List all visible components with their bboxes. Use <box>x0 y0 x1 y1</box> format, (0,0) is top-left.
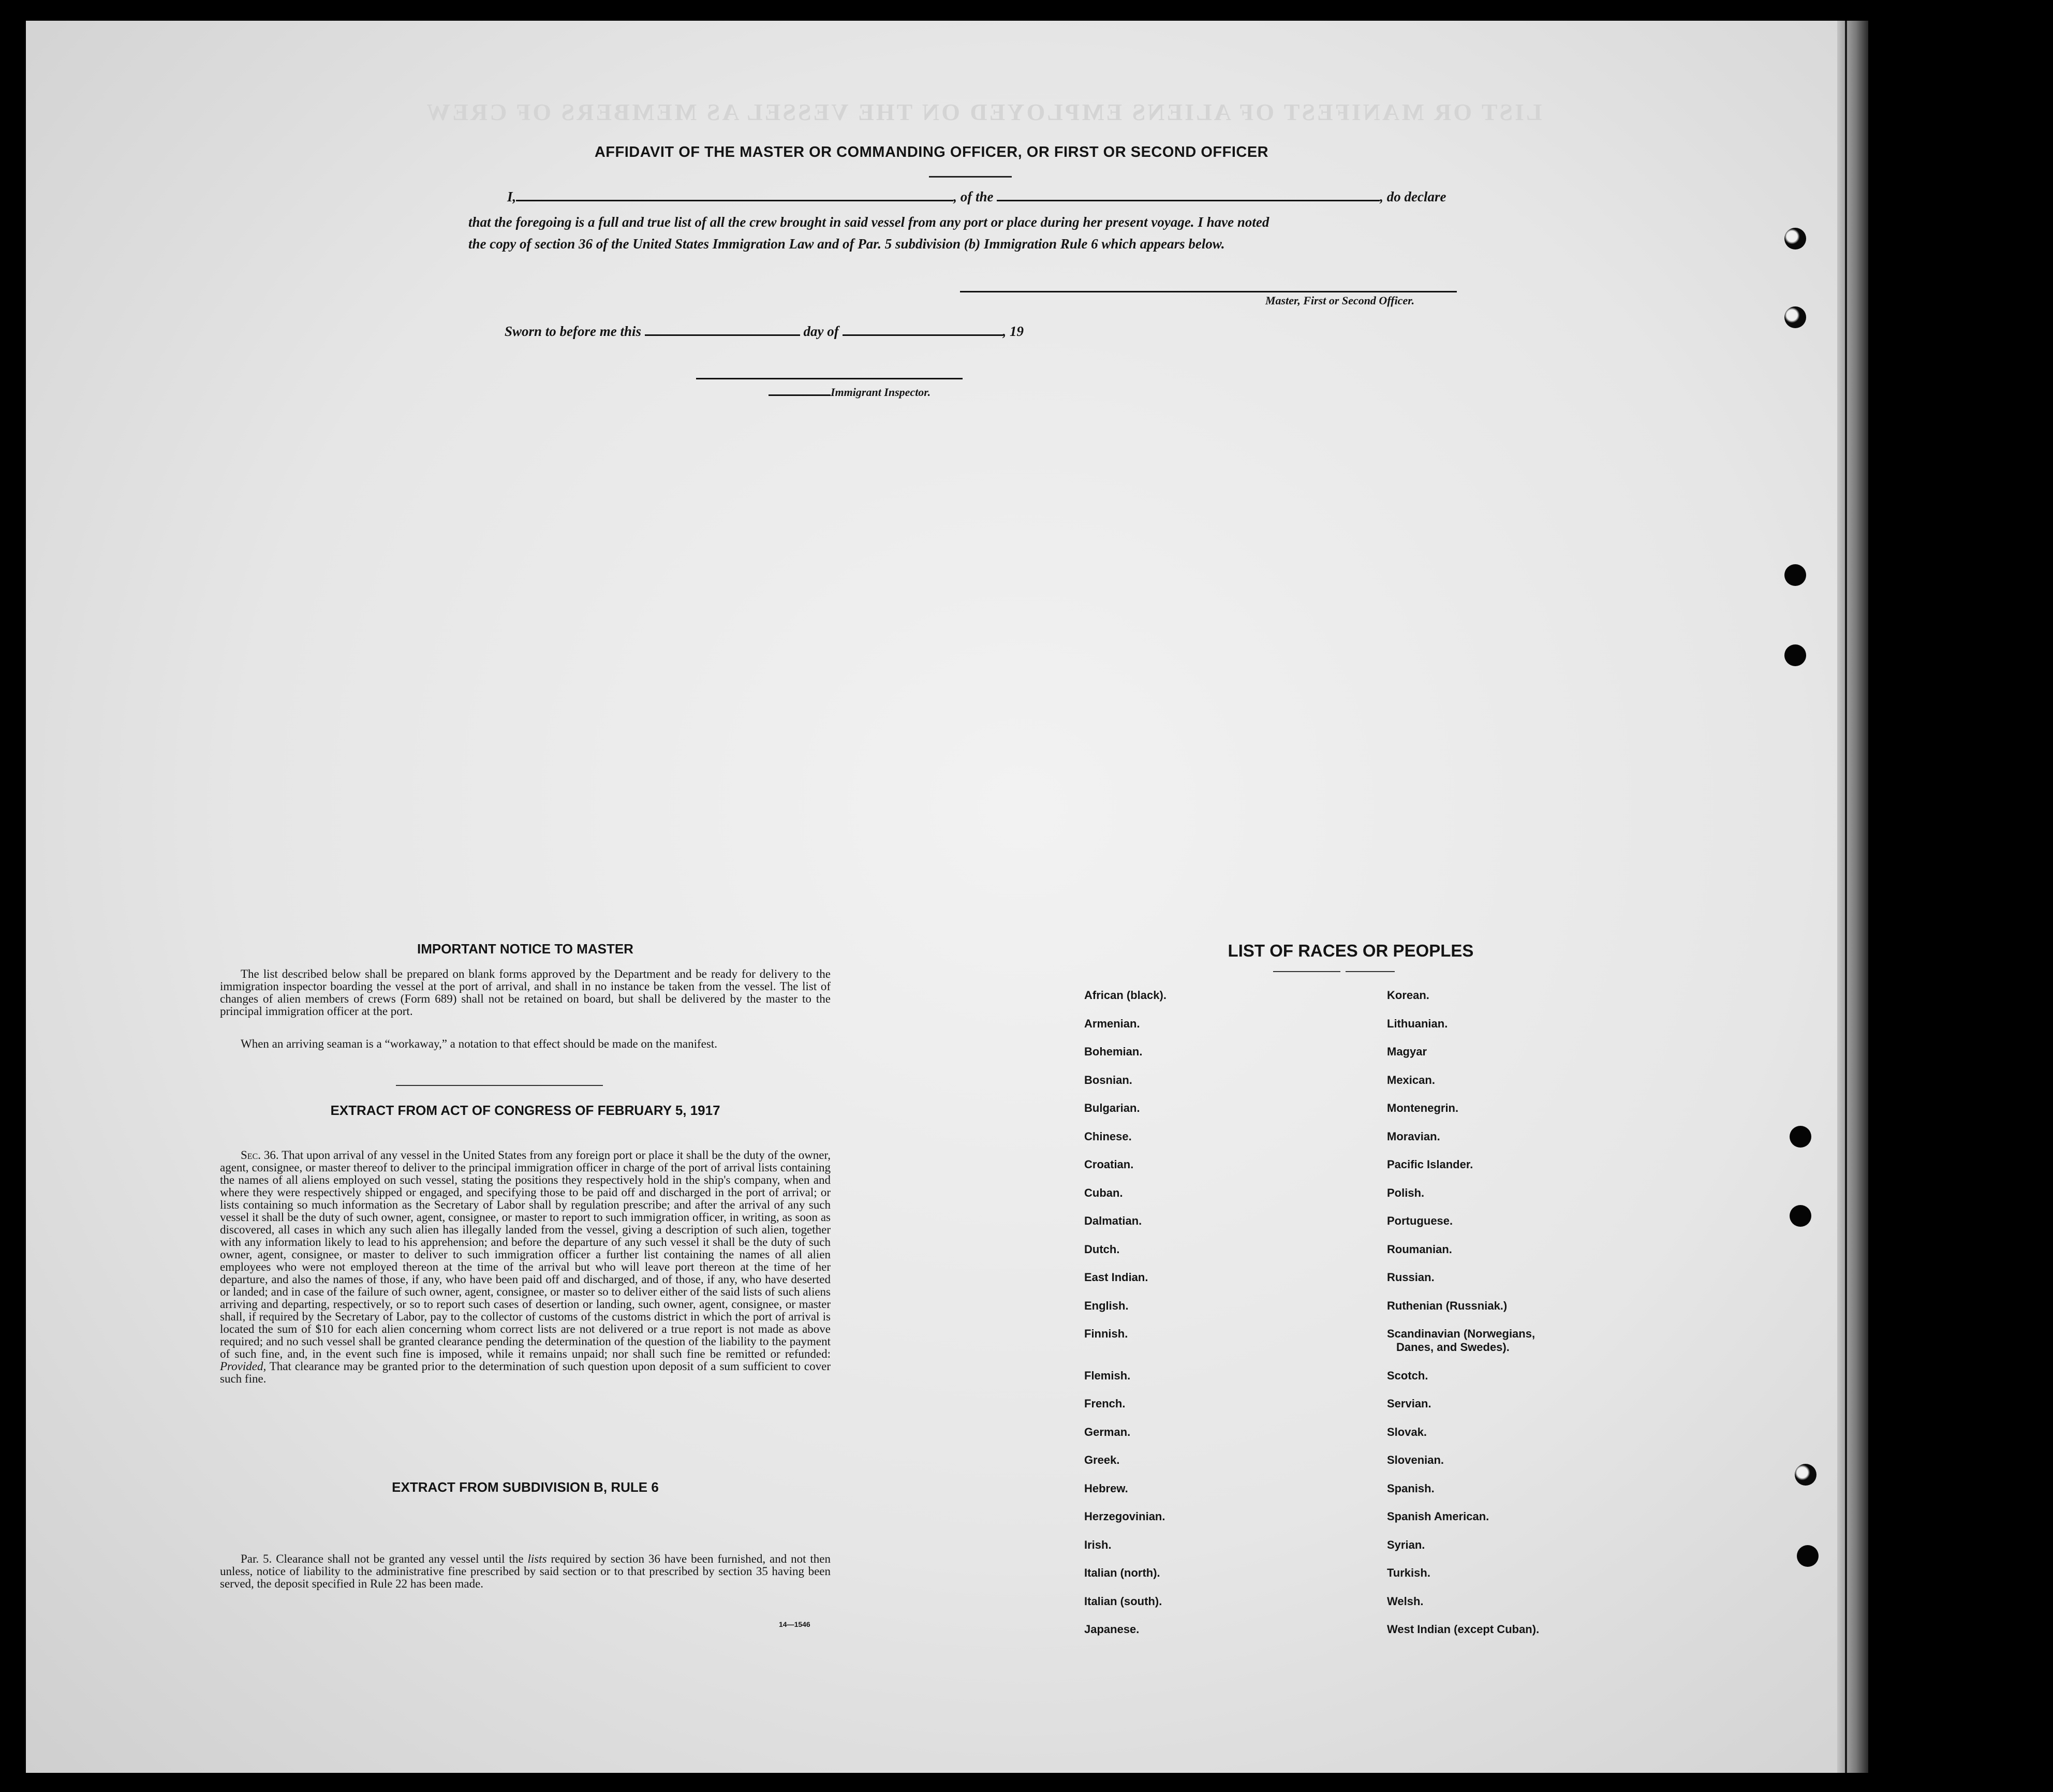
race-item: Irish. <box>1084 1538 1112 1551</box>
race-item: West Indian (except Cuban). <box>1387 1623 1540 1636</box>
binder-hole <box>1795 1464 1816 1486</box>
officer-name-field[interactable] <box>516 200 953 201</box>
affidavit-title: AFFIDAVIT OF THE MASTER OR COMMANDING OFFICER, OR FIRST OR SECOND OFFICER <box>594 144 1269 160</box>
race-item: Scandinavian (Norwegians, Danes, and Swedes). <box>1387 1327 1535 1354</box>
race-item: Finnish. <box>1084 1327 1128 1340</box>
race-item: Ruthenian (Russniak.) <box>1387 1299 1508 1312</box>
inspector-caption-text: Immigrant Inspector. <box>831 386 931 399</box>
bleed-through-title: LIST OR MANIFEST OF ALIENS EMPLOYED ON THE VESSEL AS MEMBERS OF CREW <box>424 99 1542 125</box>
races-rule-right <box>1346 971 1395 972</box>
race-item: African (black). <box>1084 989 1166 1002</box>
binder-hole <box>1790 1126 1811 1148</box>
sworn-statement <box>505 324 1024 340</box>
signature-caption: Master, First or Second Officer. <box>1265 294 1415 307</box>
affidavit-i: I, <box>507 189 516 204</box>
par-5-lists: lists <box>527 1552 547 1565</box>
page-edge <box>1837 21 1868 1773</box>
sworn-day-field[interactable] <box>645 334 800 336</box>
section-36-label: Sec. 36. <box>241 1149 279 1162</box>
par-5-end: required by section 36 have been furnished, and not then unless, notice of liability to the administrative fine prescribed by said section or to that prescribed by section 35 having been served, the deposit specified in Rule 22 has been made. <box>220 1552 831 1590</box>
race-item: Hebrew. <box>1084 1481 1128 1495</box>
binder-hole <box>1797 1545 1819 1567</box>
race-item: German. <box>1084 1425 1131 1438</box>
race-item: Chinese. <box>1084 1129 1132 1143</box>
master-signature-field[interactable] <box>960 291 1457 292</box>
par-5-start: Par. 5. Clearance shall not be granted any vessel until the <box>241 1552 524 1565</box>
vessel-name-field[interactable] <box>997 200 1380 201</box>
race-item: Dutch. <box>1084 1242 1120 1256</box>
race-item: French. <box>1084 1397 1126 1410</box>
sworn-month-field[interactable] <box>843 334 1003 336</box>
notice-title: IMPORTANT NOTICE TO MASTER <box>417 941 633 957</box>
race-item: Bohemian. <box>1084 1045 1143 1058</box>
race-item: Spanish. <box>1387 1481 1435 1495</box>
binder-hole <box>1790 1205 1811 1227</box>
race-item: Greek. <box>1084 1453 1120 1466</box>
race-item: Moravian. <box>1387 1129 1440 1143</box>
race-item: Pacific Islander. <box>1387 1158 1473 1171</box>
page-edge-line <box>1845 21 1847 1773</box>
inspector-signature-field[interactable] <box>696 378 963 379</box>
race-item: Turkish. <box>1387 1566 1430 1579</box>
sworn-day-of: day of <box>803 324 839 339</box>
race-item: Bulgarian. <box>1084 1101 1140 1114</box>
race-item: Syrian. <box>1387 1538 1425 1551</box>
race-item: Servian. <box>1387 1397 1431 1410</box>
section-36-text <box>220 1149 831 1385</box>
sworn-year: , 19 <box>1002 324 1024 339</box>
races-rule-left <box>1273 971 1340 972</box>
affidavit-declare: , do declare <box>1380 189 1446 204</box>
race-item: Welsh. <box>1387 1594 1424 1608</box>
race-item: Armenian. <box>1084 1017 1140 1030</box>
race-item: Bosnian. <box>1084 1073 1132 1086</box>
race-item: Italian (south). <box>1084 1594 1162 1608</box>
notice-paragraph-1: The list described below shall be prepared on blank forms approved by the Department and be ready for delivery to the immigration inspector boarding the vessel at the port of arrival, and shall in no instance be taken from the vessel. The list of changes of alien members of crews (Form 689) shall not be retained on board, but shall be delivered by the master to the principal immigration officer at the port. <box>220 967 831 1018</box>
extract-rule-title: EXTRACT FROM SUBDIVISION B, RULE 6 <box>392 1479 659 1495</box>
section-36-end: That clearance may be granted prior to the determination of such question upon deposit of a sum sufficient to cover such fine. <box>220 1360 831 1385</box>
race-item: Slovak. <box>1387 1425 1427 1438</box>
race-item: East Indian. <box>1084 1271 1148 1284</box>
inspector-caption <box>769 386 931 399</box>
race-item: Portuguese. <box>1387 1214 1453 1227</box>
race-item: Spanish American. <box>1387 1510 1489 1523</box>
race-item: Russian. <box>1387 1271 1435 1284</box>
race-item: Croatian. <box>1084 1158 1134 1171</box>
title-rule <box>929 176 1012 178</box>
binder-hole <box>1784 228 1806 249</box>
document-page <box>26 21 1837 1773</box>
notice-divider <box>396 1085 603 1086</box>
par-5-text <box>220 1553 831 1590</box>
race-item: Slovenian. <box>1387 1453 1444 1466</box>
race-item: Japanese. <box>1084 1623 1140 1636</box>
race-item: Lithuanian. <box>1387 1017 1448 1030</box>
race-item: Polish. <box>1387 1186 1425 1199</box>
sworn-prefix: Sworn to before me this <box>505 324 642 339</box>
binder-hole <box>1784 644 1806 666</box>
race-item: Dalmatian. <box>1084 1214 1142 1227</box>
affidavit-of-the: , of the <box>953 189 994 204</box>
race-item: Cuban. <box>1084 1186 1123 1199</box>
race-item: Magyar <box>1387 1045 1427 1058</box>
binder-hole <box>1784 564 1806 586</box>
affidavit-text-line-2: that the foregoing is a full and true list of all the crew brought in said vessel from any port or place during her present voyage. I have noted <box>468 214 1269 230</box>
race-item: Flemish. <box>1084 1369 1131 1382</box>
race-item: Italian (north). <box>1084 1566 1160 1579</box>
race-item: Roumanian. <box>1387 1242 1452 1256</box>
notice-paragraph-2: When an arriving seaman is a “workaway,” a notation to that effect should be made on the manifest. <box>241 1037 717 1050</box>
race-item: Mexican. <box>1387 1073 1435 1086</box>
section-36-body: That upon arrival of any vessel in the United States from any foreign port or place it shall be the duty of the owner, agent, consignee, or master thereof to deliver to the principal immigration officer in charge of the port of arrival lists containing the names of all aliens employed on such vessel, stating the positions they respectively hold in the ship's company, when and where they were respectively shipped or engaged, and specifying those to be paid off and discharged in the port of arrival; or lists containing so much information as the Secretary of Labor shall by regulation prescribe; and after the arrival of any such vessel it shall be the duty of such owner, agent, consignee, or master to report to such immigration officer, in writing, as soon as discovered, all cases in which any such alien has illegally landed from the vessel, giving a description of such alien, together with any information likely to lead to his apprehension; and before the departure of any such vessel it shall be the duty of such owner, agent, consignee, or master to deliver to such immigration officer a further list containing the names of all alien employees who were not employed thereon at the time of the arrival but who will leave port thereon at the time of her departure, and also the names of those, if any, who have been paid off and discharged, and of those, if any, who have deserted or landed; and in case of the failure of such owner, agent, consignee, or master so to deliver either of the said lists of such aliens arriving and departing, respectively, or so to report such cases of desertion or landing, such owner, agent, consignee, or master shall, if required by the Secretary of Labor, pay to the collector of customs of the customs district in which the port of arrival is located the sum of $10 for each alien concerning whom correct lists are not delivered or a true report is not made as above required; and no such vessel shall be granted clearance pending the determination of the question of the liability to the payment of such fine, and, in the event such fine is imposed, while it remains unpaid; nor shall such fine be remitted or refunded: <box>220 1149 831 1360</box>
race-item: Korean. <box>1387 989 1429 1002</box>
race-item: Montenegrin. <box>1387 1101 1459 1114</box>
extract-act-title: EXTRACT FROM ACT OF CONGRESS OF FEBRUARY 5, 1917 <box>330 1103 720 1118</box>
binder-hole <box>1784 306 1806 328</box>
race-item: Scotch. <box>1387 1369 1428 1382</box>
form-number: 14—1546 <box>779 1620 810 1628</box>
race-item: Herzegovinian. <box>1084 1510 1165 1523</box>
affidavit-text-line-3: the copy of section 36 of the United States Immigration Law and of Par. 5 subdivision (b) Immigration Rule 6 which appears below. <box>468 236 1225 252</box>
section-36-provided: Provided, <box>220 1360 267 1373</box>
inspector-name-line <box>769 394 831 396</box>
races-title: LIST OF RACES OR PEOPLES <box>1228 941 1474 960</box>
affidavit-line-1 <box>507 189 1446 205</box>
race-item: English. <box>1084 1299 1129 1312</box>
